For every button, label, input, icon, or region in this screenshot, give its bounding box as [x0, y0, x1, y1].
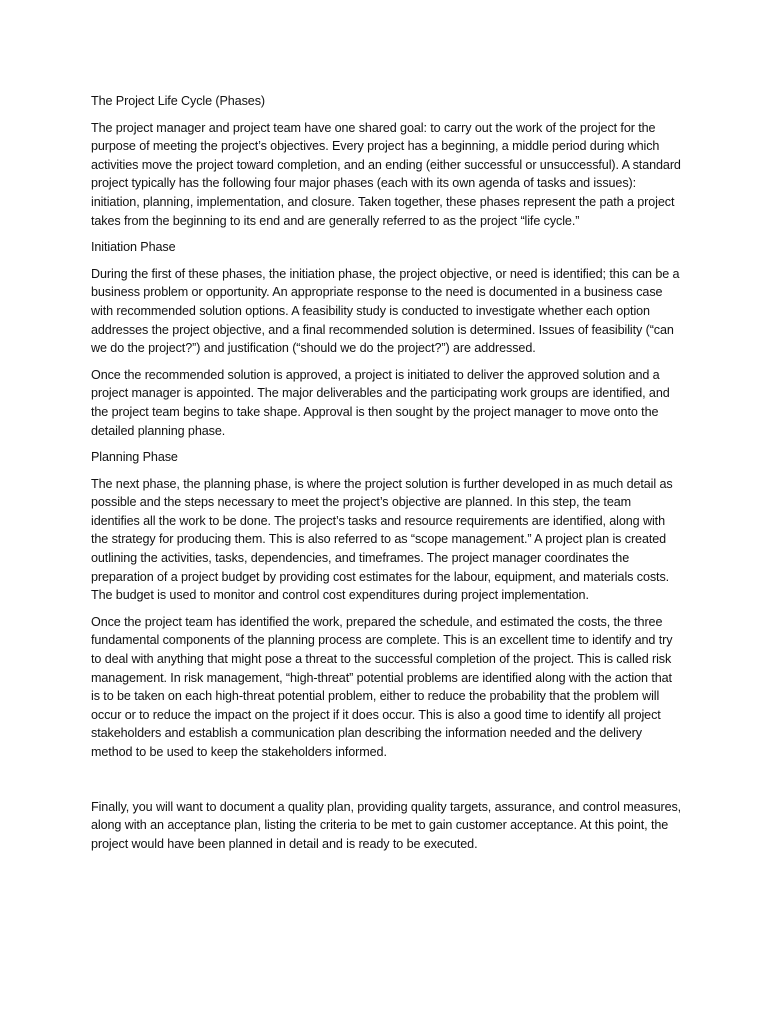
planning-paragraph-2: Once the project team has identified the work, prepared the schedule, and estimated the costs, the three fundamental components of the planning process are complete. This is an excellent time to identify and try to deal with anything that might pose a threat to the successful completion of the project. This is called risk management. In risk management, “high-threat” potential problems are identified along with the action that is to be taken on each high-threat potential problem, either to reduce the probability that the problem will occur or to reduce the impact on the project if it does occur. This is also a good time to identify all project stakeholders and establish a communication plan describing the information needed and the delivery method to be used to keep the stakeholders informed. — [91, 614, 673, 759]
document-title: The Project Life Cycle (Phases) — [91, 94, 265, 108]
initiation-heading: Initiation Phase — [91, 240, 176, 255]
initiation-paragraph-1: During the first of these phases, the initiation phase, the project objective, or need is identified; this can be a business problem or opportunity. An appropriate response to the need is documented in a business case with recommended solution options. A feasibility study is conducted to investigate whether each option addresses the project objective, and a final recommended solution is determined. Issues of feasibility (“can we do the project?”) and justification (“should we do the project?”) are addressed. — [91, 266, 680, 356]
planning-paragraph-1: The next phase, the planning phase, is where the project solution is further developed in as much detail as possible and the steps necessary to meet the project’s objective are planned. In this step, the team identifies all the work to be done. The project’s tasks and resource requirements are identified, along with the strategy for producing them. This is also referred to as “scope management.” A project plan is created outlining the activities, tasks, dependencies, and timeframes. The project manager coordinates the preparation of a project budget by providing cost estimates for the labour, equipment, and materials costs. The budget is used to monitor and control cost expenditures during project implementation. — [91, 476, 673, 603]
intro-paragraph: The project manager and project team have one shared goal: to carry out the work of the project for the purpose of meeting the project’s objectives. Every project has a beginning, a middle period during which activities move the project toward completion, and an ending (either successful or unsuccessful). A standard project typically has the following four major phases (each with its own agenda of tasks and issues): initiation, planning, implementation, and closure. Taken together, these phases represent the path a project takes from the beginning to its end and are generally referred to as the project “life cycle.” — [91, 120, 681, 228]
planning-heading: Planning Phase — [91, 450, 178, 465]
initiation-paragraph-2: Once the recommended solution is approved, a project is initiated to deliver the approved solution and a project manager is appointed. The major deliverables and the participating work groups are identified, and the project team begins to take shape. Approval is then sought by the project manager to move onto the detailed planning phase. — [91, 367, 670, 438]
planning-paragraph-3: Finally, you will want to document a quality plan, providing quality targets, assurance, and control measures, along with an acceptance plan, listing the criteria to be met to gain customer acceptance. At this point, the project would have been planned in detail and is ready to be executed. — [91, 799, 682, 851]
